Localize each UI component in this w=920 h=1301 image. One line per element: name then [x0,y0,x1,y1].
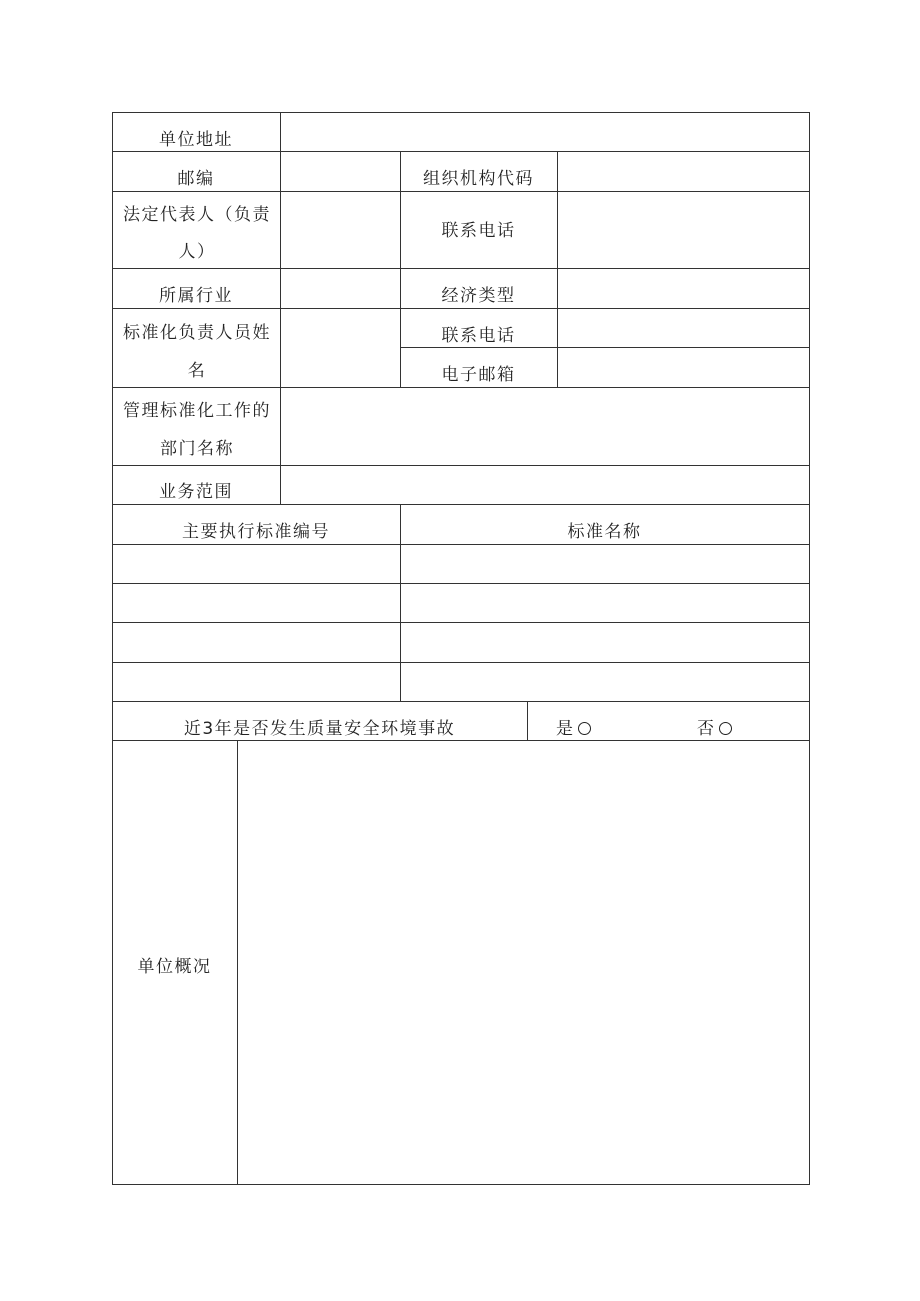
contact-phone-2-field[interactable] [558,309,809,347]
accident-yes-label: 是 [556,719,575,739]
std-name-cell[interactable] [401,623,809,662]
std-person-field[interactable] [281,309,400,387]
economic-type-label: 经济类型 [441,286,516,306]
no-radio-icon[interactable] [719,722,732,735]
std-number-cell[interactable] [113,545,400,583]
business-scope-label: 业务范围 [159,482,233,502]
std-number-header: 主要执行标准编号 [182,522,330,542]
std-person-label: 标准化负责人员姓名 [123,323,271,381]
accident-yes-option[interactable] [556,719,616,739]
org-code-label: 组织机构代码 [423,169,534,189]
contact-phone-2-label: 联系电话 [441,326,516,346]
postcode-field[interactable] [281,152,400,191]
std-number-cell[interactable] [113,663,400,701]
unit-address-field[interactable] [281,113,809,151]
contact-phone-1-field[interactable] [558,192,809,268]
std-name-cell[interactable] [401,663,809,701]
economic-type-field[interactable] [558,269,809,308]
std-name-cell[interactable] [401,545,809,583]
std-number-cell[interactable] [113,623,400,662]
postcode-label: 邮编 [177,169,215,189]
std-name-header: 标准名称 [567,522,642,542]
unit-address-label: 单位地址 [159,130,233,150]
accident-no-label: 否 [697,719,716,739]
legal-rep-field[interactable] [281,192,400,268]
org-code-field[interactable] [558,152,809,191]
contact-phone-1-label: 联系电话 [441,221,516,241]
std-dept-label: 管理标准化工作的部门名称 [123,401,271,459]
accident-no-option[interactable] [697,719,757,739]
std-number-cell[interactable] [113,584,400,622]
std-name-cell[interactable] [401,584,809,622]
business-scope-field[interactable] [281,466,809,504]
industry-field[interactable] [281,269,400,308]
industry-label: 所属行业 [159,286,233,306]
accident-question: 近3年是否发生质量安全环境事故 [183,719,456,739]
email-field[interactable] [558,348,809,387]
email-label: 电子邮箱 [441,365,516,385]
legal-rep-label: 法定代表人（负责人） [123,205,271,262]
yes-radio-icon[interactable] [578,722,591,735]
overview-field[interactable] [238,741,809,1184]
std-dept-field[interactable] [281,388,809,465]
overview-label: 单位概况 [137,957,212,977]
